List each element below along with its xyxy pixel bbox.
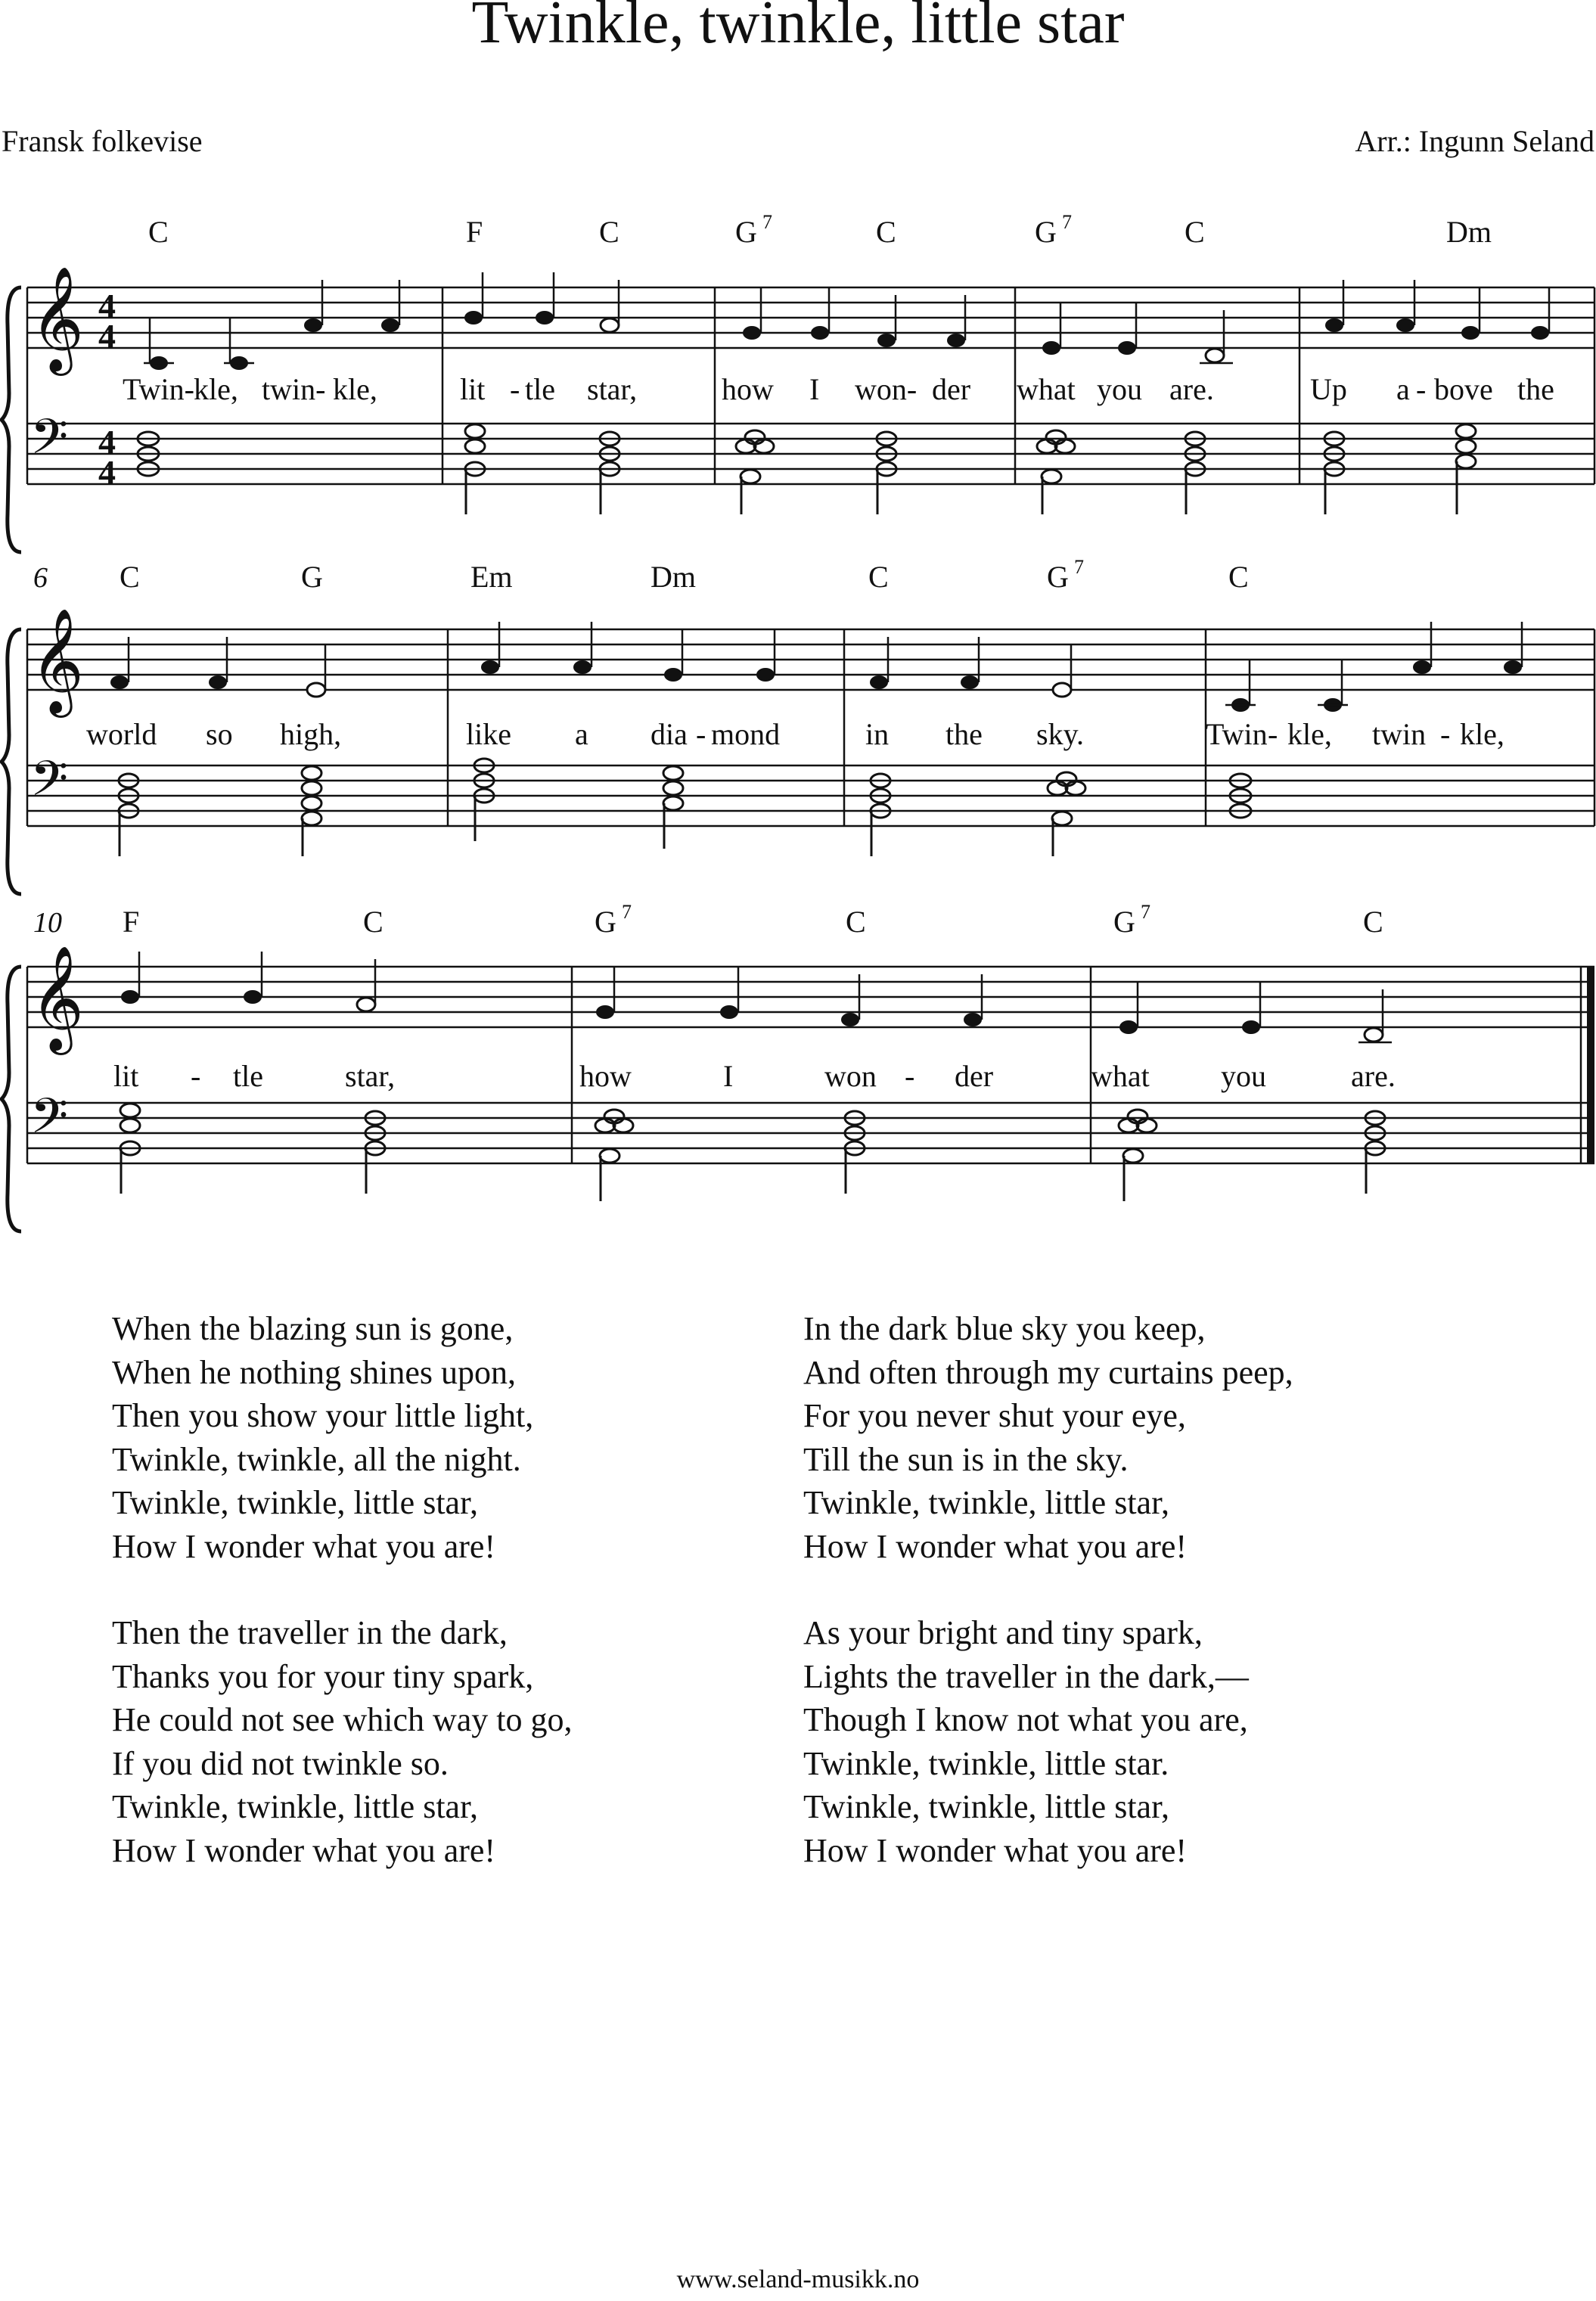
note <box>1225 660 1256 712</box>
lyric-syllable: kle, <box>1460 717 1504 751</box>
lyric-syllable: tle <box>525 372 555 406</box>
note <box>811 287 829 340</box>
lyric-syllable: mond <box>711 717 781 751</box>
note <box>664 629 682 682</box>
chord-symbol: G <box>1047 560 1069 594</box>
time-signature-bottom: 4 <box>98 317 116 356</box>
chord-symbol: Dm <box>1446 215 1492 249</box>
verse-line: If you did not twinkle so. <box>112 1744 449 1782</box>
lyric-syllable: star, <box>587 372 638 406</box>
verse-line: How I wonder what you are! <box>803 1527 1188 1565</box>
half-note-chord <box>877 432 896 514</box>
half-note-chord <box>600 432 619 514</box>
verse-line: When the blazing sun is gone, <box>112 1310 514 1347</box>
chord-symbol: C <box>120 560 140 594</box>
verses-right-column <box>803 1307 1293 1915</box>
lyric-syllable: bove <box>1434 372 1493 406</box>
bass-clef-icon: 𝄢 <box>30 410 69 476</box>
time-signature-bottom: 4 <box>98 453 116 492</box>
lyric-syllable: Twin- <box>123 372 194 406</box>
half-note-chord <box>1365 1111 1385 1194</box>
bass-clef-icon: 𝄢 <box>30 1089 69 1155</box>
treble-clef-icon: 𝄞 <box>30 269 84 369</box>
note <box>1318 660 1348 712</box>
lyric-syllable: you <box>1097 372 1142 406</box>
chord-superscript: 7 <box>1141 901 1150 923</box>
lyric-syllable: lit <box>113 1059 139 1093</box>
verse-line: And often through my curtains peep, <box>803 1353 1293 1391</box>
verse-stanza <box>112 1307 573 1568</box>
chord-symbol: Dm <box>651 560 696 594</box>
lyric-syllable: you <box>1221 1059 1266 1093</box>
note <box>743 287 761 340</box>
lyric-syllable: Twin <box>1206 717 1268 751</box>
verse-line: Till the sun is in the sky. <box>803 1440 1129 1478</box>
verse-line: Twinkle, twinkle, little star, <box>803 1788 1169 1825</box>
lyrics-line <box>86 717 1504 751</box>
half-note-chord <box>1119 1110 1157 1201</box>
verse-line: Twinkle, twinkle, little star, <box>112 1484 478 1521</box>
melody-notes <box>110 622 1522 712</box>
chord-symbol: C <box>1185 215 1205 249</box>
verse-line: How I wonder what you are! <box>803 1831 1188 1869</box>
treble-staff <box>27 629 1594 690</box>
half-note-chord <box>1037 430 1075 514</box>
chord-symbols <box>123 901 1383 939</box>
half-note-chord <box>1324 432 1344 514</box>
verse-stanza <box>803 1307 1293 1568</box>
chord-symbols <box>148 211 1492 249</box>
verse-line: Then the traveller in the dark, <box>112 1614 508 1651</box>
half-note-chord <box>663 766 683 849</box>
lyric-syllable: are. <box>1351 1059 1396 1093</box>
chord-symbol: C <box>1228 560 1249 594</box>
lyric-hyphen: - <box>696 717 706 751</box>
note <box>121 952 139 1004</box>
note <box>720 967 738 1019</box>
final-barline <box>1587 967 1594 1163</box>
half-note-chord <box>119 774 138 856</box>
composer-credit: Fransk folkevise <box>2 124 203 158</box>
treble-clef-icon: 𝄞 <box>30 948 84 1048</box>
lyric-syllable: how <box>722 372 774 406</box>
note <box>1118 303 1136 355</box>
treble-staff <box>27 287 1594 348</box>
half-note-chord <box>365 1111 385 1194</box>
verse-line: Thanks you for your tiny spark, <box>112 1657 534 1695</box>
bass-chords <box>119 759 1251 856</box>
note <box>144 318 174 370</box>
lyric-hyphen: - <box>1440 717 1451 751</box>
lyric-hyphen: - <box>1268 717 1278 751</box>
lyric-syllable: kle, <box>1287 717 1332 751</box>
note <box>307 644 325 697</box>
half-note-chord <box>1185 432 1205 514</box>
brace <box>2 967 21 1231</box>
lyric-hyphen: - <box>1416 372 1427 406</box>
lyric-syllable: kle, <box>333 372 377 406</box>
note <box>464 272 483 324</box>
lyric-hyphen: - <box>510 372 520 406</box>
verse-line: For you never shut your eye, <box>803 1397 1186 1434</box>
bass-staff <box>27 1103 1594 1163</box>
lyric-syllable: the <box>945 717 983 751</box>
chord-symbol: Em <box>470 560 513 594</box>
verse-line: He could not see which way to go, <box>112 1701 573 1738</box>
lyric-syllable: what <box>1017 372 1076 406</box>
chord-symbol: G <box>595 905 616 939</box>
bass-staff <box>27 424 1594 484</box>
lyric-syllable: won- <box>855 372 918 406</box>
verse-line: When he nothing shines upon, <box>112 1353 517 1391</box>
bass-clef-icon: 𝄢 <box>30 752 69 818</box>
chord-symbol: C <box>148 215 169 249</box>
footer-url: www.seland-musikk.no <box>676 2265 920 2293</box>
lyric-syllable: are. <box>1169 372 1214 406</box>
lyric-syllable: the <box>1517 372 1554 406</box>
chord-symbol: C <box>1363 905 1383 939</box>
brace <box>2 287 21 552</box>
lyric-syllable: lit <box>460 372 486 406</box>
verses-left-column <box>112 1307 573 1915</box>
note <box>1242 982 1260 1034</box>
chord-superscript: 7 <box>762 211 772 233</box>
verse-line: Twinkle, twinkle, little star, <box>803 1484 1169 1521</box>
chord-symbol: G <box>735 215 757 249</box>
lyric-syllable: a <box>1396 372 1410 406</box>
verse-line: How I wonder what you are! <box>112 1831 496 1869</box>
lyric-syllable: how <box>579 1059 632 1093</box>
lyric-hyphen: - <box>191 1059 201 1093</box>
lyric-syllable: kle, <box>194 372 238 406</box>
verse-line: Then you show your little light, <box>112 1397 534 1434</box>
verse-stanza <box>112 1611 573 1872</box>
lyric-syllable: der <box>955 1059 994 1093</box>
lyric-syllable: der <box>932 372 971 406</box>
lyric-hyphen: - <box>905 1059 915 1093</box>
arranger-credit: Arr.: Ingunn Seland <box>1355 124 1594 158</box>
chord-symbol: C <box>876 215 896 249</box>
chord-symbol: C <box>846 905 866 939</box>
lyric-syllable: what <box>1091 1059 1150 1093</box>
measure-number: 10 <box>33 907 62 939</box>
lyric-syllable: high, <box>280 717 342 751</box>
treble-clef-icon: 𝄞 <box>30 610 84 711</box>
lyric-syllable: tle <box>233 1059 263 1093</box>
verse-line: How I wonder what you are! <box>112 1527 496 1565</box>
lyric-syllable: star, <box>345 1059 396 1093</box>
chord-symbol: C <box>599 215 619 249</box>
chord-symbol: G <box>1035 215 1057 249</box>
half-note-chord <box>595 1110 633 1201</box>
lyric-syllable: a <box>575 717 588 751</box>
lyrics-line <box>123 372 1554 406</box>
note <box>756 629 775 682</box>
half-note-chord <box>871 774 890 856</box>
lyric-syllable: world <box>86 717 157 751</box>
half-note-chord <box>845 1111 865 1194</box>
time-signature-top: 4 <box>98 423 116 461</box>
chord-superscript: 7 <box>622 901 632 923</box>
lyric-syllable: I <box>809 372 820 406</box>
brace <box>2 629 21 894</box>
chord-symbol: C <box>868 560 889 594</box>
note <box>1461 287 1480 340</box>
verse-line: Lights the traveller in the dark,— <box>803 1657 1249 1695</box>
lyric-syllable: like <box>466 717 511 751</box>
chord-superscript: 7 <box>1062 211 1072 233</box>
note <box>1531 287 1549 340</box>
note <box>224 318 254 370</box>
note <box>1053 644 1071 697</box>
verse-line: As your bright and tiny spark, <box>803 1614 1203 1651</box>
chord-symbol: G <box>1113 905 1135 939</box>
lyric-syllable: twin- <box>262 372 326 406</box>
chord-symbol: G <box>301 560 323 594</box>
lyric-syllable: won <box>824 1059 877 1093</box>
note <box>244 952 262 1004</box>
half-note-chord <box>474 759 494 841</box>
chord-superscript: 7 <box>1074 556 1084 578</box>
lyric-syllable: so <box>206 717 233 751</box>
chord-symbol: F <box>466 215 483 249</box>
time-signature-top: 4 <box>98 287 116 325</box>
note <box>1119 982 1138 1034</box>
system-3 <box>2 901 1594 1231</box>
chord-symbol: C <box>363 905 383 939</box>
verse-stanza <box>803 1611 1293 1872</box>
verse-line: Twinkle, twinkle, little star. <box>803 1744 1169 1782</box>
note <box>1042 303 1060 355</box>
lyric-syllable: in <box>865 717 890 751</box>
verse-line: Though I know not what you are, <box>803 1701 1248 1738</box>
measure-number: 6 <box>33 562 48 594</box>
verse-line: Twinkle, twinkle, all the night. <box>112 1440 521 1478</box>
lyric-syllable: dia <box>651 717 688 751</box>
lyrics-line <box>113 1059 1396 1093</box>
note <box>596 967 614 1019</box>
system-2 <box>2 556 1594 894</box>
half-note-chord <box>736 430 774 514</box>
lyric-syllable: twin <box>1372 717 1427 751</box>
system-1 <box>2 211 1594 552</box>
chord-symbols <box>120 556 1249 594</box>
lyric-syllable: sky. <box>1036 717 1084 751</box>
half-note-chord <box>1048 772 1085 856</box>
chord-symbol: F <box>123 905 140 939</box>
verse-line: In the dark blue sky you keep, <box>803 1310 1206 1347</box>
bass-staff <box>27 765 1594 826</box>
page-title: Twinkle, twinkle, little star <box>471 0 1125 56</box>
lyric-syllable: I <box>723 1059 734 1093</box>
lyric-syllable: Up <box>1310 372 1347 406</box>
verse-line: Twinkle, twinkle, little star, <box>112 1788 478 1825</box>
note <box>536 272 554 324</box>
